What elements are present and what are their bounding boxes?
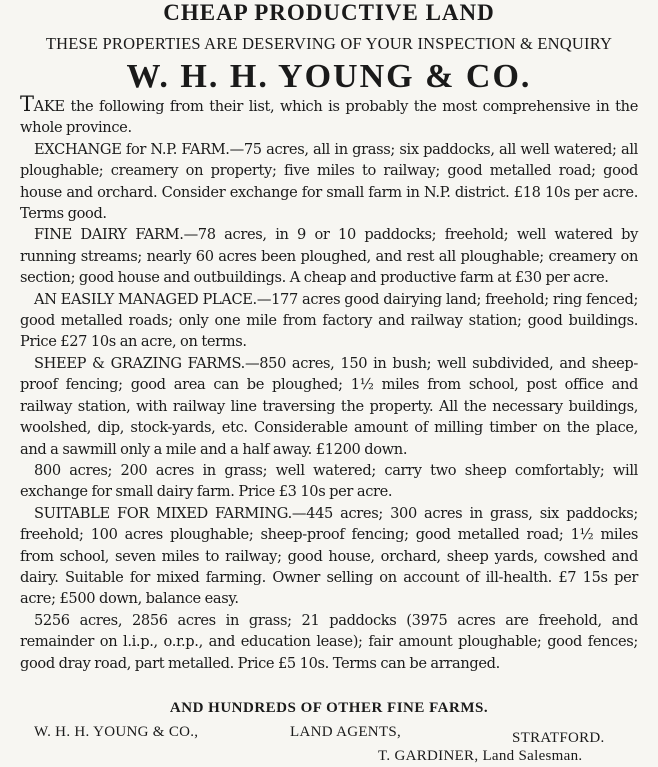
- agent-role: LAND AGENTS,: [290, 724, 402, 740]
- listing-heading: EXCHANGE for N.P. FARM.: [34, 140, 230, 158]
- listing-mixed-farming: [20, 503, 638, 610]
- listings-body: [20, 92, 639, 674]
- listing-text: —78 acres, in 9 or 10 paddocks; freehold; well watered by running streams; nearly 60 acres been ploughed, and rest all ploughable; creamery on section; good house and outbuildings. A cheap and productive farm at £30 per acre.: [20, 226, 638, 287]
- ad-subtitle: THESE PROPERTIES ARE DESERVING OF YOUR INSPECTION & ENQUIRY: [45, 34, 613, 53]
- listing-heading: SUITABLE FOR MIXED FARMING.: [34, 504, 292, 522]
- listing-text: 5256 acres, 2856 acres in grass; 21 paddocks (3975 acres are freehold, and remainder on l.i.p., o.r.p., and education lease); fair amount ploughable; good fences; good dray road, part metalled. Price £5 10s. Terms can be arranged.: [20, 611, 638, 672]
- listing-text: —445 acres; 300 acres in grass, six paddocks; freehold; 100 acres ploughable; sheep-proof fencing; good metalled road; 1½ miles from school, seven miles to railway; good house, orchard, sheep yards, cowshed and dairy. Suitable for mixed farming. Owner selling on account of ill-health. £7 15s per acre; £500 down, balance easy.: [20, 504, 638, 608]
- listing-heading: FINE DAIRY FARM.: [34, 226, 184, 244]
- listing-heading: AN EASILY MANAGED PLACE.: [34, 290, 257, 308]
- listing-5256-acres: [20, 610, 638, 674]
- listing-heading: SHEEP & GRAZING FARMS.: [34, 354, 245, 372]
- closing-line: AND HUNDREDS OF OTHER FINE FARMS.: [169, 700, 489, 716]
- listing-text: —75 acres, all in grass; six paddocks, all well watered; all ploughable; creamery on property; five miles to railway; good metalled road; good house and orchard. Consider exchange for small farm in N.P. district. £18 10s per acre. Terms good.: [20, 140, 638, 223]
- listing-text: —177 acres good dairying land; freehold; ring fenced; good metalled roads; only one mile from factory and railway station; good buildings. Price £27 10s an acre, on terms.: [20, 290, 639, 351]
- listing-800-acres: [20, 460, 638, 503]
- dropcap: T: [20, 92, 34, 116]
- listing-dairy-farm: [20, 224, 638, 288]
- listing-easily-managed: [20, 289, 638, 353]
- intro-paragraph: [20, 92, 638, 139]
- intro-text: AKE the following from their list, which is probably the most comprehensive in the whole province.: [20, 98, 638, 137]
- agent-firm: W. H. H. YOUNG & CO.,: [34, 724, 199, 740]
- listing-exchange: [20, 139, 638, 225]
- firm-name: W. H. H. YOUNG & CO.: [126, 58, 532, 95]
- listing-sheep-grazing: [20, 353, 638, 460]
- listing-text: 800 acres; 200 acres in grass; well watered; carry two sheep comfortably; will exchange for small dairy farm. Price £3 10s per acre.: [20, 461, 638, 501]
- ad-title: CHEAP PRODUCTIVE LAND: [163, 0, 495, 25]
- listing-text: —850 acres, 150 in bush; well subdivided, and sheep-proof fencing; good area can be ploughed; 1½ miles from school, post office and railway station, with railway line traversing the property. All the necessary buildings, woolshed, dip, stock-yards, etc. Considerable amount of milling timber on the place, and a sawmill only a mile and a half away. £1200 down.: [20, 354, 638, 458]
- salesman-signature: T. GARDINER, Land Salesman.: [378, 748, 583, 764]
- agent-town: STRATFORD.: [512, 730, 605, 746]
